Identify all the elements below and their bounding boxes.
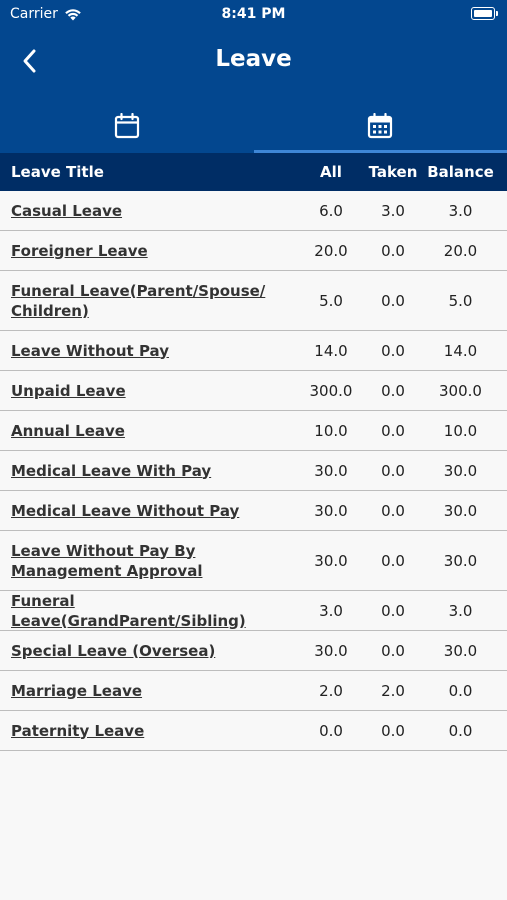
leave-taken-value: 0.0 [381,641,405,660]
leave-balance-value: 30.0 [443,551,478,570]
leave-balance-value: 30.0 [443,501,478,520]
leave-title-link[interactable]: Medical Leave With Pay [11,461,212,480]
column-header-title: Leave Title [11,163,104,181]
leave-taken-value: 0.0 [381,501,405,520]
leave-all-value: 2.0 [319,681,343,700]
leave-all-value: 6.0 [319,201,343,220]
leave-all-value: 30.0 [314,551,348,570]
tab-calendar[interactable] [0,98,254,153]
table-row [0,591,507,631]
battery-icon [471,7,495,20]
calendar-icon [114,113,140,139]
leave-title-link[interactable]: Foreigner Leave [11,241,148,260]
app-header [0,0,507,153]
leave-balance-value: 5.0 [448,291,473,310]
leave-balance-value: 300.0 [439,381,482,400]
leave-table [0,191,507,751]
status-bar [0,0,507,28]
leave-balance-value: 3.0 [448,601,473,620]
leave-taken-value: 0.0 [381,461,405,480]
leave-title-link[interactable]: Leave Without Pay [11,341,169,360]
table-row [0,531,507,591]
leave-title-link[interactable]: Annual Leave [11,421,125,440]
leave-taken-value: 0.0 [381,421,405,440]
leave-title-link[interactable]: Funeral Leave(Parent/Spouse/ Children) [11,281,266,320]
table-row [0,371,507,411]
table-row [0,631,507,671]
leave-all-value: 10.0 [314,421,348,440]
leave-balance-value: 30.0 [443,461,478,480]
leave-title-link[interactable]: Funeral Leave(GrandParent/Sibling) [11,591,246,630]
leave-taken-value: 0.0 [381,381,405,400]
status-time: 8:41 PM [221,6,286,22]
leave-title-link[interactable]: Medical Leave Without Pay [11,501,240,520]
leave-taken-value: 0.0 [381,721,405,740]
column-header-all: All [320,163,342,181]
carrier-label: Carrier [10,6,58,22]
navigation-bar [0,40,507,82]
leave-title-link[interactable]: Paternity Leave [11,721,145,740]
leave-all-value: 20.0 [314,241,348,260]
leave-taken-value: 0.0 [381,601,405,620]
table-row [0,191,507,231]
table-header [0,153,507,191]
leave-title-link[interactable]: Special Leave (Oversea) [11,641,216,660]
table-row [0,231,507,271]
table-row [0,671,507,711]
leave-taken-value: 0.0 [381,341,405,360]
table-row [0,711,507,751]
table-row [0,491,507,531]
leave-all-value: 14.0 [314,341,348,360]
table-row [0,451,507,491]
leave-title-link[interactable]: Marriage Leave [11,681,143,700]
leave-taken-value: 0.0 [381,241,405,260]
leave-all-value: 30.0 [314,641,348,660]
column-header-balance: Balance [427,163,494,181]
leave-taken-value: 0.0 [381,291,405,310]
leave-balance-value: 3.0 [448,201,473,220]
tab-bar [0,98,507,153]
leave-balance-value: 30.0 [443,641,478,660]
tab-calendar-grid[interactable] [254,98,507,153]
leave-all-value: 30.0 [314,501,348,520]
leave-balance-value: 10.0 [443,421,478,440]
table-row [0,411,507,451]
leave-all-value: 3.0 [319,601,343,620]
leave-balance-value: 14.0 [443,341,478,360]
calendar-grid-icon [367,113,393,139]
leave-balance-value: 20.0 [443,241,478,260]
leave-taken-value: 2.0 [381,681,405,700]
leave-all-value: 300.0 [309,381,353,400]
leave-taken-value: 0.0 [381,551,405,570]
leave-taken-value: 3.0 [381,201,405,220]
leave-title-link[interactable]: Unpaid Leave [11,381,126,400]
leave-all-value: 0.0 [319,721,343,740]
leave-all-value: 30.0 [314,461,348,480]
table-row [0,271,507,331]
leave-all-value: 5.0 [319,291,343,310]
leave-balance-value: 0.0 [448,721,473,740]
table-row [0,331,507,371]
page-title: Leave [215,46,292,72]
leave-title-link[interactable]: Leave Without Pay By Management Approval [11,541,203,580]
leave-balance-value: 0.0 [448,681,473,700]
column-header-taken: Taken [368,163,418,181]
leave-title-link[interactable]: Casual Leave [11,201,123,220]
